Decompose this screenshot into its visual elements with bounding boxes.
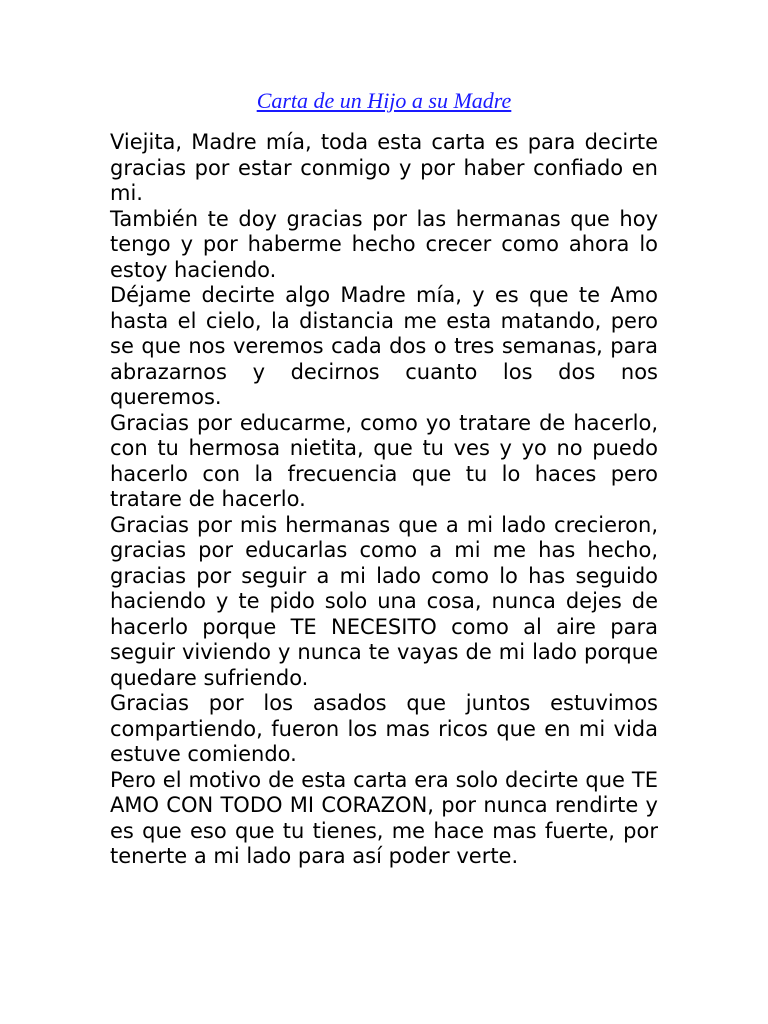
paragraph-1: Viejita, Madre mía, toda esta carta es para decirte gracias por estar conmigo y por haber confiado en mi. [110, 130, 658, 205]
paragraph-2: También te doy gracias por las hermanas que hoy tengo y por haberme hecho crecer como ahora lo estoy haciendo. [110, 206, 658, 282]
paragraph-6: Gracias por los asados que juntos estuvimos compartiendo, fueron los mas ricos que en mi vida estuve comiendo. [110, 691, 658, 766]
paragraph-7: Pero el motivo de esta carta era solo decirte que TE AMO CON TODO MI CORAZON, por nunca rendirte y es que eso que tu tienes, me hace mas fuerte, por tenerte a mi lado para así poder verte. [110, 767, 658, 868]
document-title: Carta de un Hijo a su Madre [256, 88, 512, 113]
paragraph-3: Déjame decirte algo Madre mía, y es que te Amo hasta el cielo, la distancia me esta matando, pero se que nos veremos cada dos o tres semanas, para abrazarnos y decirnos cuanto los dos nos queremos. [110, 283, 658, 409]
paragraph-5: Gracias por mis hermanas que a mi lado crecieron, gracias por educarlas como a mi me has hecho, gracias por seguir a mi lado como lo has seguido haciendo y te pido solo una cosa, nunca dejes de hacerlo porque TE NECESITO como al aire para seguir viviendo y nunca te vayas de mi lado porque quedare sufriendo. [110, 512, 658, 690]
paragraph-4: Gracias por educarme, como yo tratare de hacerlo, con tu hermosa nietita, que tu ves y yo no puedo hacerlo con la frecuencia que tu lo haces pero tratare de hacerlo. [110, 410, 658, 511]
letter-body [110, 130, 658, 870]
